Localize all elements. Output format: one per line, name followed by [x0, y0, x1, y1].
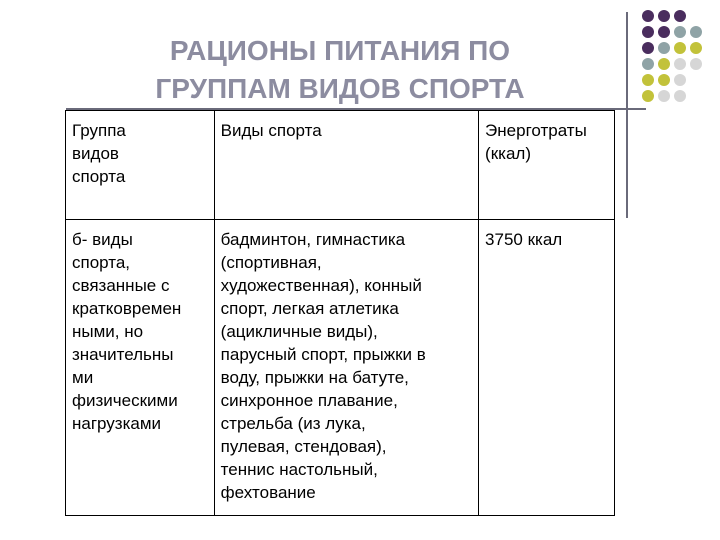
decorative-dot [690, 74, 702, 86]
decorative-dot [642, 90, 654, 102]
cell-sport-group: б- виды спорта, связанные с кратковремен ными, но значительны ми физическими нагрузками [66, 220, 215, 516]
decorative-dot [674, 58, 686, 70]
decorative-dot [674, 90, 686, 102]
header-sport-group: Группа видов спорта [66, 111, 215, 220]
decorative-dot [642, 42, 654, 54]
decorative-dot-grid [642, 10, 702, 102]
header-energy: Энерготраты (ккал) [479, 111, 615, 220]
decorative-dot [690, 26, 702, 38]
decorative-dot [674, 26, 686, 38]
decorative-dot [658, 42, 670, 54]
decorative-dot [690, 90, 702, 102]
slide-title: РАЦИОНЫ ПИТАНИЯ ПО ГРУППАМ ВИДОВ СПОРТА [155, 35, 525, 104]
decorative-dot [642, 10, 654, 22]
decorative-dot [690, 58, 702, 70]
table-row [66, 220, 615, 516]
decorative-dot [642, 58, 654, 70]
cell-energy: 3750 ккал [479, 220, 615, 516]
header-sport-types: Виды спорта [214, 111, 478, 220]
decorative-dot [690, 10, 702, 22]
decorative-dot [642, 74, 654, 86]
decorative-dot [658, 26, 670, 38]
decorative-vertical-line [626, 12, 628, 218]
decorative-dot [658, 90, 670, 102]
decorative-dot [674, 42, 686, 54]
decorative-dot [674, 10, 686, 22]
decorative-dot [690, 42, 702, 54]
decorative-dot [642, 26, 654, 38]
decorative-dot [658, 74, 670, 86]
nutrition-table [65, 110, 615, 516]
cell-sport-types: бадминтон, гимнастика (спортивная, художественная), конный спорт, легкая атлетика (ацикличные виды), парусный спорт, прыжки в воду, прыжки на батуте, синхронное плавание, стрельба (из лука, пулевая, стендовая), теннис настольный, фехтование [214, 220, 478, 516]
decorative-dot [674, 74, 686, 86]
table-header-row [66, 111, 615, 220]
decorative-dot [658, 58, 670, 70]
decorative-dot [658, 10, 670, 22]
